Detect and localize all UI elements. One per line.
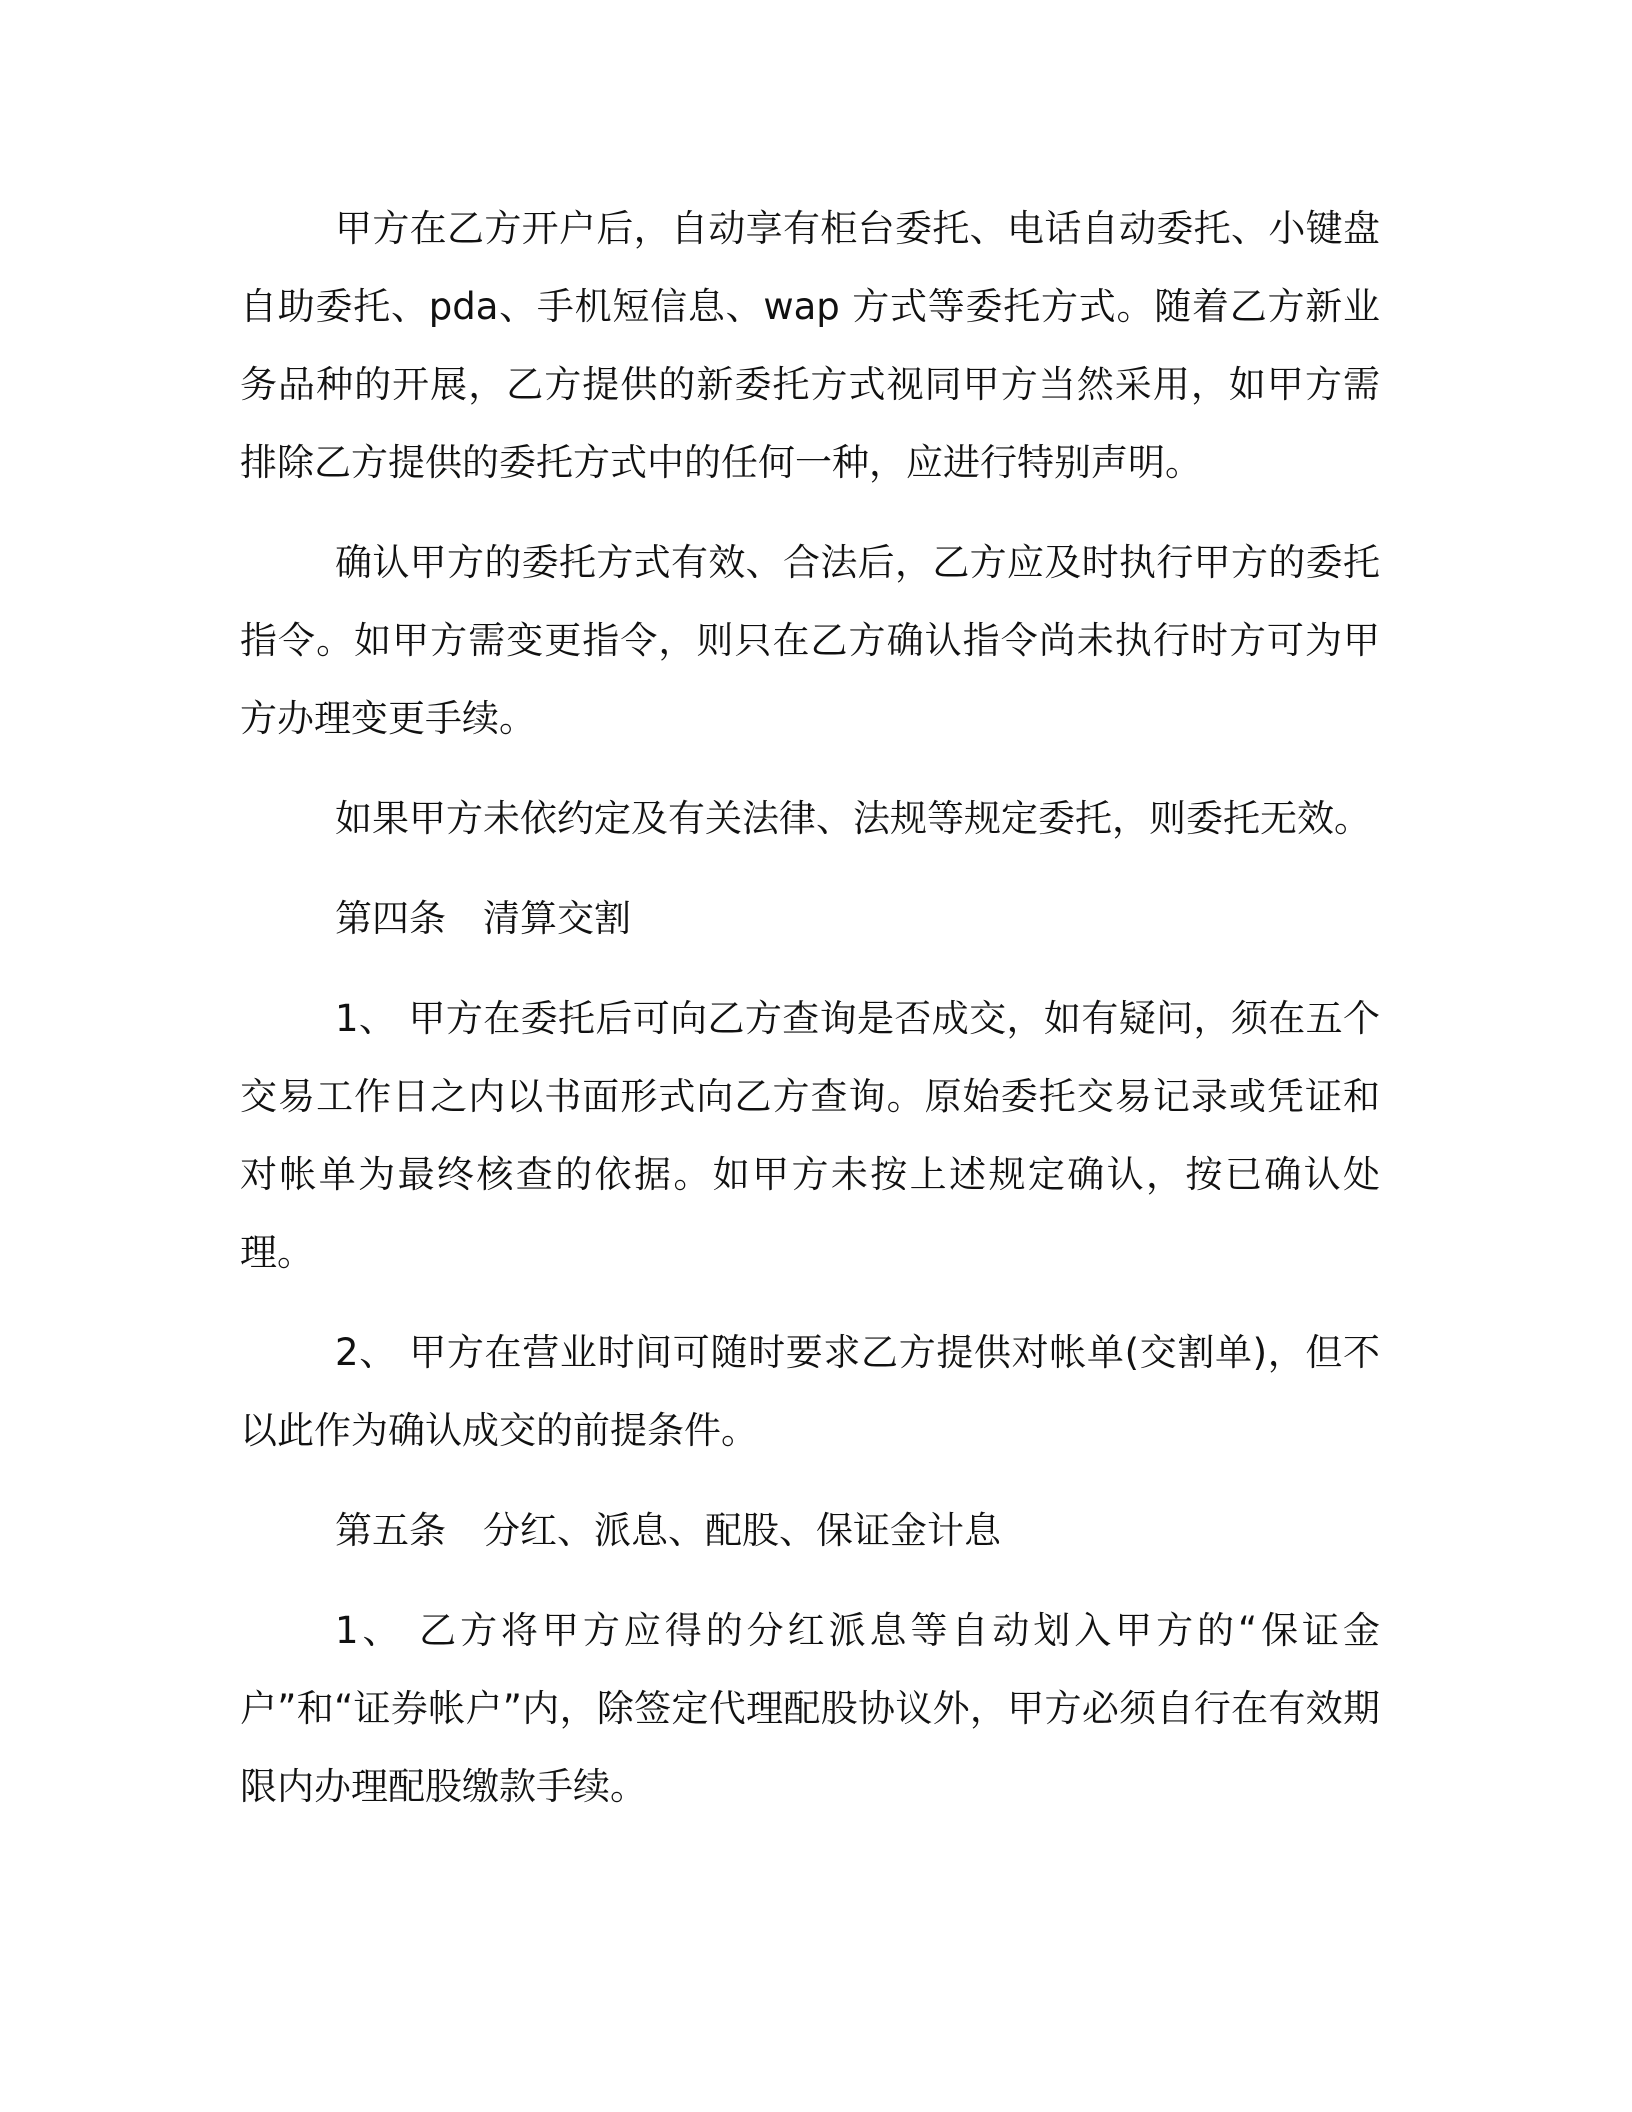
- article-four-clause-2: 2、 甲方在营业时间可随时要求乙方提供对帐单(交割单)，但不以此作为确认成交的前提条件。: [240, 1331, 1380, 1452]
- article-four-heading: 第四条 清算交割: [335, 897, 631, 940]
- document-body: [240, 190, 1380, 1848]
- paragraph-entrust-invalid: 如果甲方未依约定及有关法律、法规等规定委托，则委托无效。: [335, 797, 1371, 840]
- article-five-clause-1: 1、 乙方将甲方应得的分红派息等自动划入甲方的“保证金户”和“证券帐户”内，除签定代理配股协议外，甲方必须自行在有效期限内办理配股缴款手续。: [240, 1609, 1380, 1808]
- paragraph-entrust-instruction: 确认甲方的委托方式有效、合法后，乙方应及时执行甲方的委托指令。如甲方需变更指令，则只在乙方确认指令尚未执行时方可为甲方办理变更手续。: [240, 541, 1380, 740]
- article-four-clause-1: 1、 甲方在委托后可向乙方查询是否成交，如有疑问，须在五个交易工作日之内以书面形式向乙方查询。原始委托交易记录或凭证和对帐单为最终核查的依据。如甲方未按上述规定确认，按已确认处理。: [240, 997, 1380, 1274]
- paragraph-entrust-methods: 甲方在乙方开户后，自动享有柜台委托、电话自动委托、小键盘自助委托、pda、手机短信息、wap 方式等委托方式。随着乙方新业务品种的开展，乙方提供的新委托方式视同甲方当然采用，如甲方需排除乙方提供的委托方式中的任何一种，应进行特别声明。: [240, 207, 1380, 484]
- article-five-heading: 第五条 分红、派息、配股、保证金计息: [335, 1509, 1001, 1552]
